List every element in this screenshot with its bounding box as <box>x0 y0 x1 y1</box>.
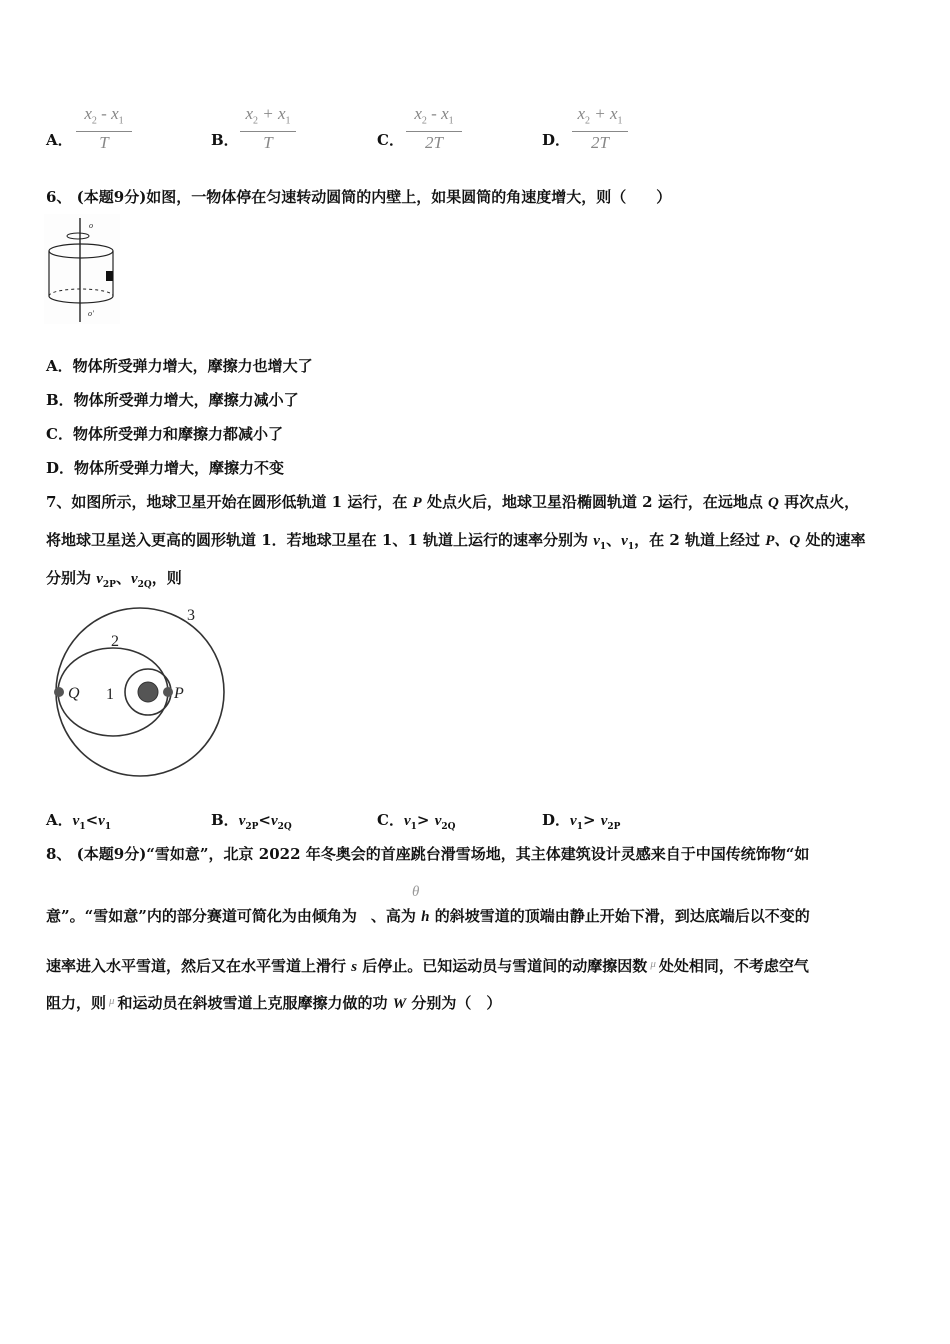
orbit-3-label: 3 <box>187 607 195 624</box>
earth <box>138 682 158 702</box>
q5-option-c-label: C． <box>377 131 404 149</box>
q5-option-b-label: B． <box>211 131 239 149</box>
q7-option-b[interactable]: B．$v_{2P}<v_{2Q}$ <box>211 811 292 832</box>
q7-stem-line3: 分别为 $v_{2P}$、$v_{2Q}$，则 <box>46 569 182 590</box>
q6-option-c[interactable]: C．物体所受弹力和摩擦力都减小了 <box>46 425 283 443</box>
q8-mu-symbol-2: μ <box>109 995 115 1007</box>
numerator: $x_2 + x_1$ <box>572 104 628 132</box>
denominator: T <box>263 133 273 153</box>
denominator: 2T <box>591 133 609 153</box>
orbit-1-label: 1 <box>106 686 114 703</box>
q8-stem-line1: 8、 (本题9分)“雪如意”，北京 2022 年冬奥会的首座跳台滑雪场地，其主体建筑设计灵感来自于中国传统饰物“如 <box>46 845 810 863</box>
numerator: $x_2 - x_1$ <box>76 104 132 132</box>
axis-bottom-label: o' <box>88 309 94 318</box>
q6-option-b[interactable]: B．物体所受弹力增大，摩擦力减小了 <box>46 391 299 409</box>
q5-option-a-fraction[interactable] <box>76 104 132 154</box>
numerator: $x_2 - x_1$ <box>406 104 462 132</box>
point-p-label: P <box>174 685 184 702</box>
q6-option-d[interactable]: D．物体所受弹力增大，摩擦力不变 <box>46 459 285 477</box>
q5-option-a-label: A． <box>46 131 73 149</box>
q6-option-a[interactable]: A．物体所受弹力增大，摩擦力也增大了 <box>46 357 313 375</box>
q7-option-d[interactable]: D．$v_1> v_{2P}$ <box>542 811 621 832</box>
q5-option-d-label: D． <box>542 131 571 149</box>
q8-stem-line2: 意”。“雪如意”内的部分赛道可简化为由倾角为 、高为 h 的斜坡雪道的顶端由静止开始下滑，到达底端后以不变的 <box>46 907 810 925</box>
q7-stem-line1: 7、如图所示，地球卫星开始在圆形低轨道 1 运行，在 P 处点火后，地球卫星沿椭圆轨道 2 运行，在远地点 Q 再次点火， <box>46 493 860 511</box>
q8-stem-line3: 速率进入水平雪道，然后又在水平雪道上滑行 s 后停止。已知运动员与雪道间的动摩擦因数 $^\mu$ 处处相同，不考虑空气 <box>46 957 809 975</box>
q5-option-c-fraction[interactable] <box>406 104 462 154</box>
denominator: 2T <box>425 133 443 153</box>
numerator: $x_2 + x_1$ <box>240 104 296 132</box>
q8-theta-symbol: θ <box>412 884 420 900</box>
q6-cylinder-figure <box>44 214 120 324</box>
point-q-dot <box>54 687 64 697</box>
q5-option-b-fraction[interactable] <box>240 104 296 154</box>
q7-orbit-figure <box>48 600 233 785</box>
q8-mu-symbol-1: μ <box>650 958 656 970</box>
orbit-2-label: 2 <box>111 633 119 650</box>
q7-stem-line2: 将地球卫星送入更高的圆形轨道 1．若地球卫星在 1、1 轨道上运行的速率分别为 $v_1$、$v_1$，在 2 轨道上经过 P、Q 处的速率 <box>46 531 866 552</box>
point-p-dot <box>163 687 173 697</box>
q7-option-c[interactable]: C．$v_1> v_{2Q}$ <box>377 811 456 832</box>
axis-top-label: o <box>89 221 93 230</box>
q6-stem: 6、 (本题9分)如图，一物体停在匀速转动圆筒的内壁上，如果圆筒的角速度增大，则（ ） <box>46 188 672 206</box>
q5-option-d-fraction[interactable] <box>572 104 628 154</box>
q7-option-a[interactable]: A．$v_1<v_1$ <box>46 811 112 832</box>
point-q-label: Q <box>68 685 80 702</box>
q8-stem-line4: 阻力，则 $^\mu$ 和运动员在斜坡雪道上克服摩擦力做的功 W 分别为（ ） <box>46 994 502 1012</box>
object-block <box>106 271 113 281</box>
denominator: T <box>99 133 109 153</box>
